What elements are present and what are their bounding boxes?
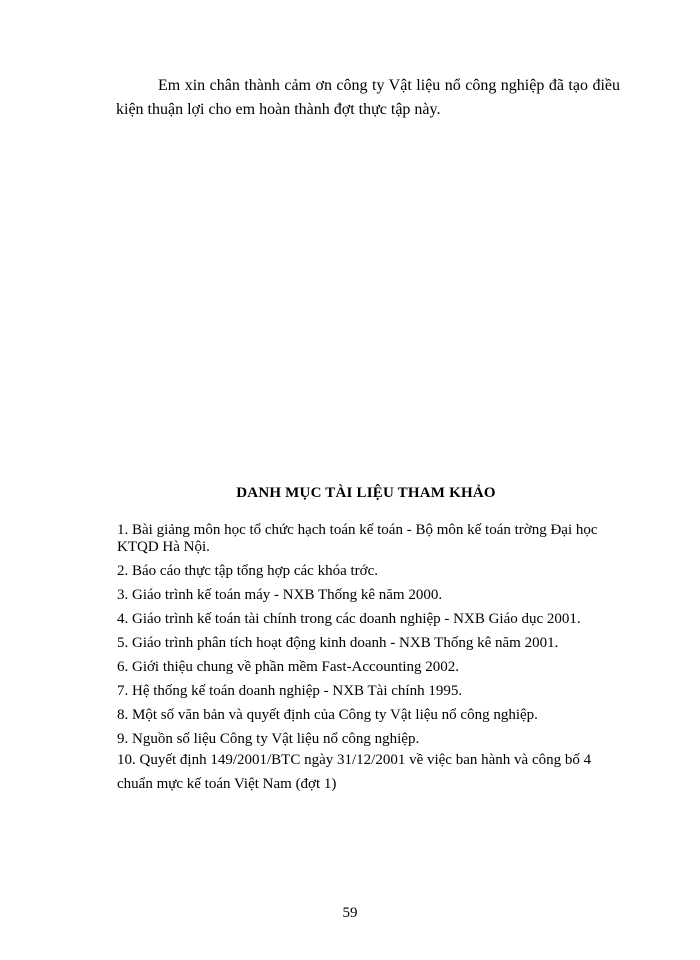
reference-item: 2. Báo cáo thực tập tổng hợp các khóa trớc. [117,563,378,579]
references-heading-text: DANH MỤC TÀI LIỆU THAM KHẢO [236,485,496,501]
intro-paragraph: Em xin chân thành cảm ơn công ty Vật liệu nổ công nghiệp đã tạo điều kiện thuận lợi cho em hoàn thành đợt thực tập này. [116,77,620,118]
reference-item: 6. Giới thiệu chung về phần mềm Fast-Accounting 2002. [117,659,460,675]
reference-item: 8. Một số văn bản và quyết định của Công ty Vật liệu nổ công nghiệp. [117,707,538,723]
references-heading [0,485,700,502]
reference-item: 9. Nguồn số liệu Công ty Vật liệu nổ công nghiệp. [117,731,420,747]
references-list [117,522,627,803]
reference-item: 5. Giáo trình phân tích hoạt động kinh doanh - NXB Thống kê năm 2001. [117,635,559,651]
reference-item: 4. Giáo trình kế toán tài chính trong các doanh nghiệp - NXB Giáo dục 2001. [117,611,581,627]
reference-item: 7. Hệ thống kế toán doanh nghiệp - NXB Tài chính 1995. [117,683,463,699]
reference-item: 3. Giáo trình kế toán máy - NXB Thống kê năm 2000. [117,587,443,603]
page-number: 59 [342,905,358,921]
reference-item: 1. Bài giảng môn học tổ chức hạch toán kế toán - Bộ môn kế toán trờng Đại học KTQD Hà Nội. [117,522,598,555]
reference-item: 10. Quyết định 149/2001/BTC ngày 31/12/2001 về việc ban hành và công bố 4 chuẩn mực kế toán Việt Nam (đợt 1) [117,752,592,792]
